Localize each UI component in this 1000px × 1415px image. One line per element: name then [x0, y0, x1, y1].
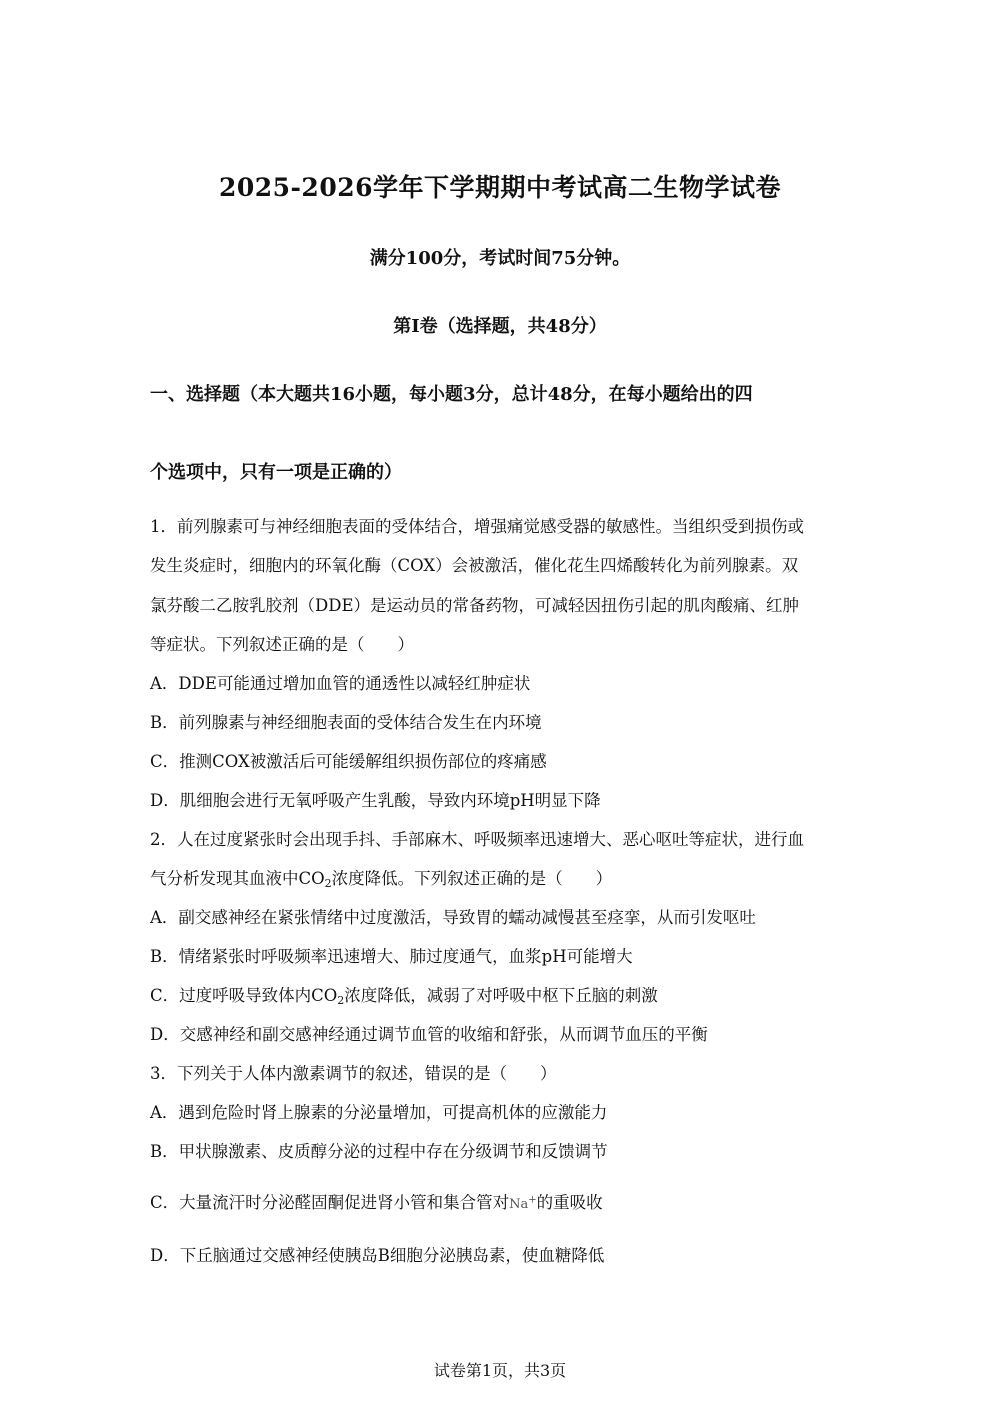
q3-option-b: B．甲状腺激素、皮质醇分泌的过程中存在分级调节和反馈调节 [150, 1142, 608, 1161]
q2-stem-line2-pre: 气分析发现其血液中CO [150, 869, 325, 888]
q2-stem-line2 [150, 865, 612, 890]
exam-subtitle: 满分100分，考试时间75分钟。 [369, 248, 631, 269]
q2-option-a: A．副交感神经在紧张情绪中过度激活，导致胃的蠕动减慢甚至痉挛，从而引发呕吐 [150, 908, 756, 927]
q3-stem: 3．下列关于人体内激素调节的叙述，错误的是（ ） [150, 1064, 557, 1083]
q2-stem-line1: 2．人在过度紧张时会出现手抖、手部麻木、呼吸频率迅速增大、恶心呕吐等症状，进行血 [150, 830, 804, 849]
q2-option-c-post: 浓度降低，减弱了对呼吸中枢下丘脑的刺激 [344, 986, 658, 1005]
section-heading-line1: 一、选择题（本大题共16小题，每小题3分，总计48分，在每小题给出的四 [150, 384, 753, 405]
q1-option-c: C．推测COX被激活后可能缓解组织损伤部位的疼痛感 [150, 752, 547, 771]
q1-option-d: D．肌细胞会进行无氧呼吸产生乳酸，导致内环境pH明显下降 [150, 791, 601, 810]
q3-option-d: D．下丘脑通过交感神经使胰岛B细胞分泌胰岛素，使血糖降低 [150, 1246, 605, 1265]
section-heading-line2: 个选项中，只有一项是正确的） [150, 462, 402, 483]
exam-title: 2025-2026学年下学期期中考试高二生物学试卷 [218, 173, 782, 202]
sodium-ion-symbol: Na [509, 1197, 529, 1212]
page-footer: 试卷第1页，共3页 [433, 1361, 567, 1380]
q2-option-d: D．交感神经和副交感神经通过调节血管的收缩和舒张，从而调节血压的平衡 [150, 1025, 708, 1044]
q2-option-c-subscript: 2 [337, 994, 345, 1007]
q2-option-c [150, 982, 658, 1007]
q1-option-b: B．前列腺素与神经细胞表面的受体结合发生在内环境 [150, 713, 542, 732]
q1-option-a: A．DDE可能通过增加血管的通透性以减轻红肿症状 [150, 674, 531, 693]
q2-stem-line2-post: 浓度降低。下列叙述正确的是（ ） [331, 869, 613, 888]
q2-option-c-pre: C．过度呼吸导致体内CO [150, 986, 338, 1005]
volume-heading: 第I卷（选择题，共48分） [393, 316, 607, 337]
q3-option-a: A．遇到危险时肾上腺素的分泌量增加，可提高机体的应激能力 [150, 1103, 608, 1122]
q1-stem-line1: 1．前列腺素可与神经细胞表面的受体结合，增强痛觉感受器的敏感性。当组织受到损伤或 [150, 517, 804, 536]
q3-option-c-pre: C．大量流汗时分泌醛固酮促进肾小管和集合管对 [150, 1193, 510, 1212]
sodium-ion-charge: + [528, 1194, 537, 1206]
sodium-ion-formula [509, 1194, 537, 1212]
q3-option-c-post: 的重吸收 [536, 1193, 603, 1212]
q3-option-c [150, 1189, 603, 1213]
q1-stem-line4: 等症状。下列叙述正确的是（ ） [150, 635, 414, 654]
q1-stem-line2: 发生炎症时，细胞内的环氧化酶（COX）会被激活，催化花生四烯酸转化为前列腺素。双 [150, 556, 799, 575]
q2-stem-line2-subscript: 2 [324, 877, 332, 890]
q1-stem-line3: 氯芬酸二乙胺乳胶剂（DDE）是运动员的常备药物，可减轻因扭伤引起的肌肉酸痛、红肿 [150, 596, 800, 615]
q2-option-b: B．情绪紧张时呼吸频率迅速增大、肺过度通气，血浆pH可能增大 [150, 947, 633, 966]
